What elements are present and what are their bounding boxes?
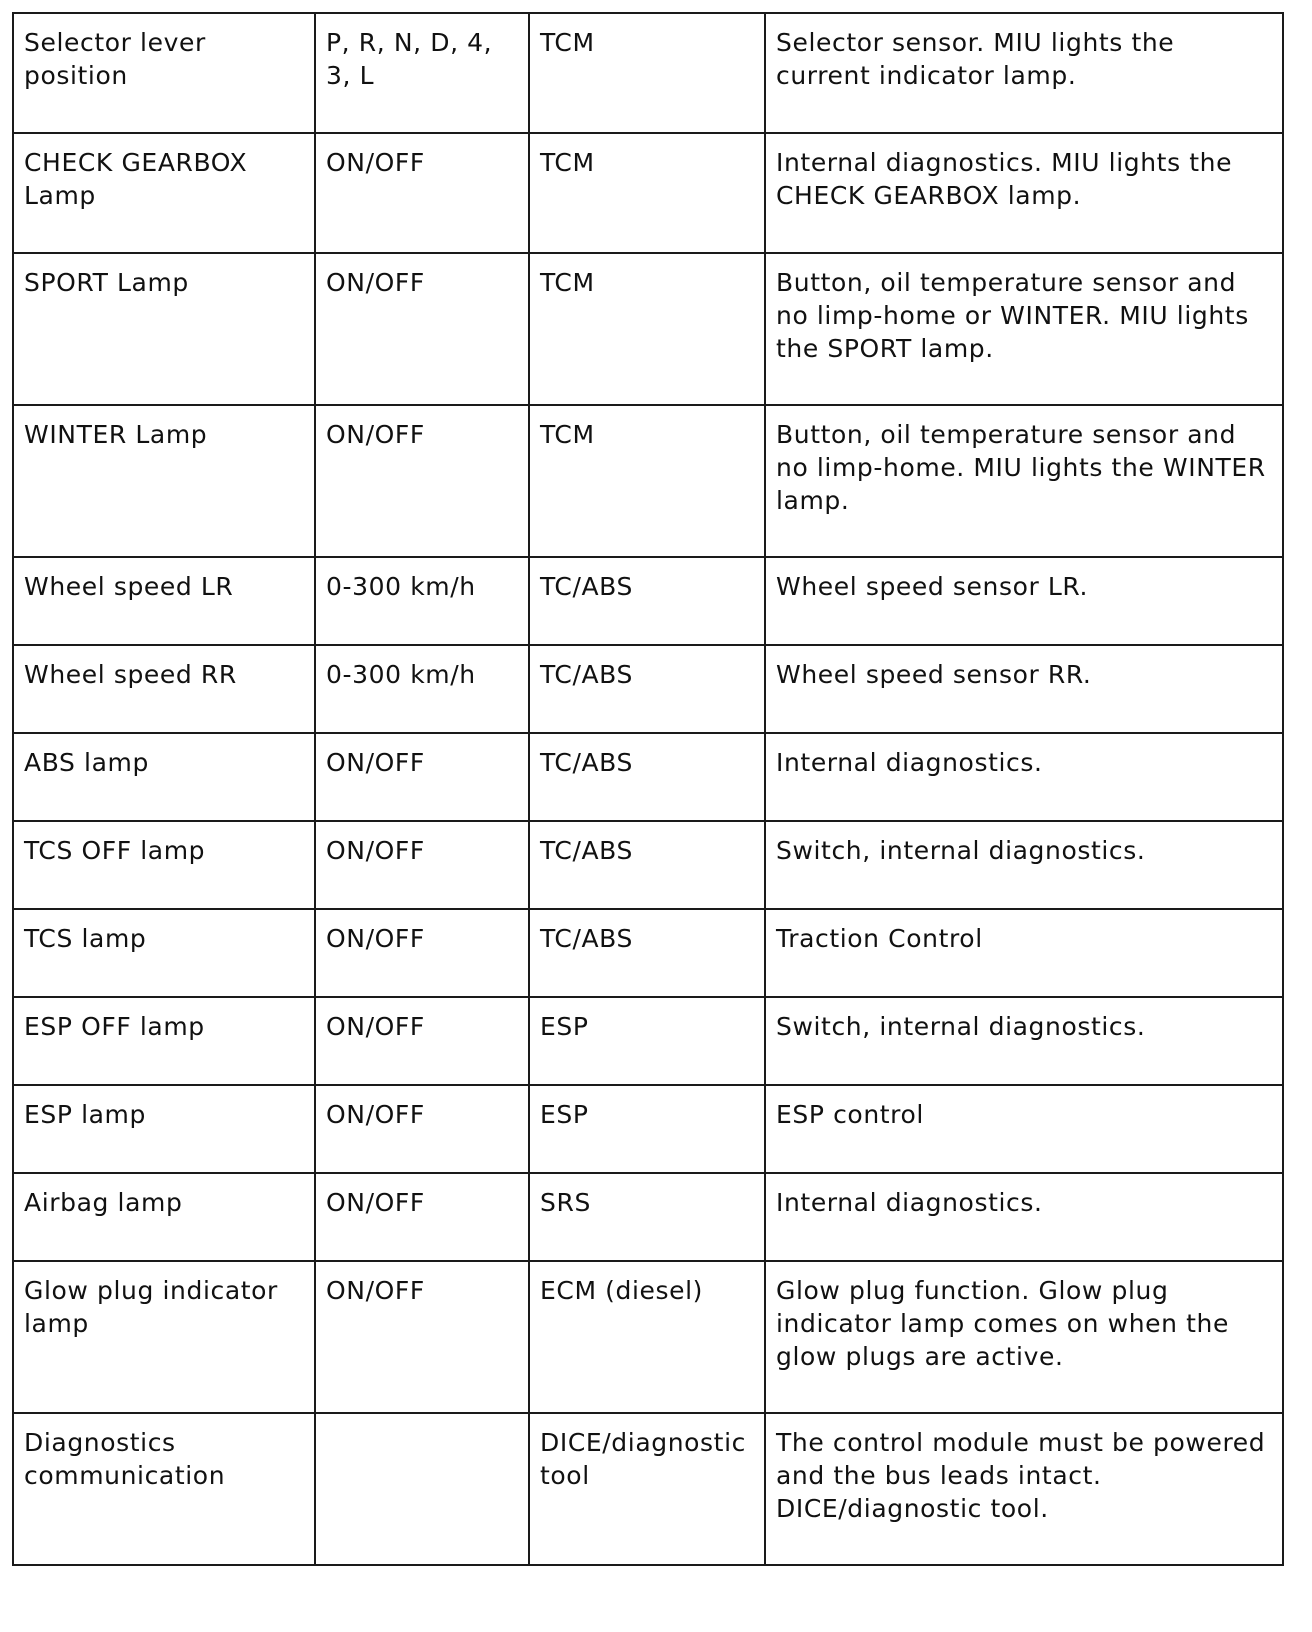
table-row xyxy=(13,909,1283,997)
description-cell: Switch, internal diagnostics. xyxy=(765,997,1283,1085)
value-cell: ON/OFF xyxy=(315,1173,529,1261)
signal-cell: Wheel speed RR xyxy=(13,645,315,733)
source-cell: ESP xyxy=(529,997,765,1085)
source-cell: ESP xyxy=(529,1085,765,1173)
signal-cell: Diagnostics communication xyxy=(13,1413,315,1565)
description-cell: Button, oil temperature sensor and no limp-home or WINTER. MIU lights the SPORT lamp. xyxy=(765,253,1283,405)
value-cell: 0-300 km/h xyxy=(315,557,529,645)
source-cell: ECM (diesel) xyxy=(529,1261,765,1413)
source-cell: TCM xyxy=(529,13,765,133)
signal-cell: WINTER Lamp xyxy=(13,405,315,557)
value-cell xyxy=(315,1413,529,1565)
table-row xyxy=(13,405,1283,557)
value-cell: ON/OFF xyxy=(315,997,529,1085)
description-cell: Wheel speed sensor RR. xyxy=(765,645,1283,733)
value-cell: ON/OFF xyxy=(315,909,529,997)
table-row xyxy=(13,997,1283,1085)
value-cell: ON/OFF xyxy=(315,733,529,821)
signal-cell: SPORT Lamp xyxy=(13,253,315,405)
description-cell: Switch, internal diagnostics. xyxy=(765,821,1283,909)
source-cell: TCM xyxy=(529,133,765,253)
value-cell: ON/OFF xyxy=(315,1261,529,1413)
signal-cell: TCS OFF lamp xyxy=(13,821,315,909)
description-cell: Internal diagnostics. xyxy=(765,1173,1283,1261)
signal-cell: ABS lamp xyxy=(13,733,315,821)
signal-cell: Wheel speed LR xyxy=(13,557,315,645)
table-row xyxy=(13,1085,1283,1173)
table-row xyxy=(13,645,1283,733)
value-cell: ON/OFF xyxy=(315,821,529,909)
table-row xyxy=(13,1173,1283,1261)
value-cell: ON/OFF xyxy=(315,133,529,253)
description-cell: The control module must be powered and the bus leads intact. DICE/diagnostic tool. xyxy=(765,1413,1283,1565)
signal-cell: Airbag lamp xyxy=(13,1173,315,1261)
signal-cell: CHECK GEARBOX Lamp xyxy=(13,133,315,253)
source-cell: TC/ABS xyxy=(529,821,765,909)
signal-cell: Selector lever position xyxy=(13,13,315,133)
signal-table xyxy=(12,12,1284,1566)
source-cell: TC/ABS xyxy=(529,645,765,733)
table-row xyxy=(13,13,1283,133)
value-cell: ON/OFF xyxy=(315,405,529,557)
source-cell: SRS xyxy=(529,1173,765,1261)
description-cell: Selector sensor. MIU lights the current indicator lamp. xyxy=(765,13,1283,133)
document-page xyxy=(12,12,1282,1618)
value-cell: P, R, N, D, 4, 3, L xyxy=(315,13,529,133)
description-cell: Traction Control xyxy=(765,909,1283,997)
source-cell: TCM xyxy=(529,405,765,557)
source-cell: TC/ABS xyxy=(529,733,765,821)
table-row xyxy=(13,733,1283,821)
signal-cell: ESP OFF lamp xyxy=(13,997,315,1085)
source-cell: DICE/diagnostic tool xyxy=(529,1413,765,1565)
table-row xyxy=(13,1261,1283,1413)
value-cell: ON/OFF xyxy=(315,1085,529,1173)
table-row xyxy=(13,1413,1283,1565)
table-row xyxy=(13,253,1283,405)
description-cell: Wheel speed sensor LR. xyxy=(765,557,1283,645)
source-cell: TCM xyxy=(529,253,765,405)
table-row xyxy=(13,557,1283,645)
signal-cell: ESP lamp xyxy=(13,1085,315,1173)
description-cell: Internal diagnostics. MIU lights the CHECK GEARBOX lamp. xyxy=(765,133,1283,253)
source-cell: TC/ABS xyxy=(529,909,765,997)
source-cell: TC/ABS xyxy=(529,557,765,645)
table-row xyxy=(13,133,1283,253)
value-cell: ON/OFF xyxy=(315,253,529,405)
description-cell: Glow plug function. Glow plug indicator lamp comes on when the glow plugs are active. xyxy=(765,1261,1283,1413)
description-cell: ESP control xyxy=(765,1085,1283,1173)
value-cell: 0-300 km/h xyxy=(315,645,529,733)
signal-cell: Glow plug indicator lamp xyxy=(13,1261,315,1413)
description-cell: Button, oil temperature sensor and no limp-home. MIU lights the WINTER lamp. xyxy=(765,405,1283,557)
table-row xyxy=(13,821,1283,909)
signal-cell: TCS lamp xyxy=(13,909,315,997)
description-cell: Internal diagnostics. xyxy=(765,733,1283,821)
